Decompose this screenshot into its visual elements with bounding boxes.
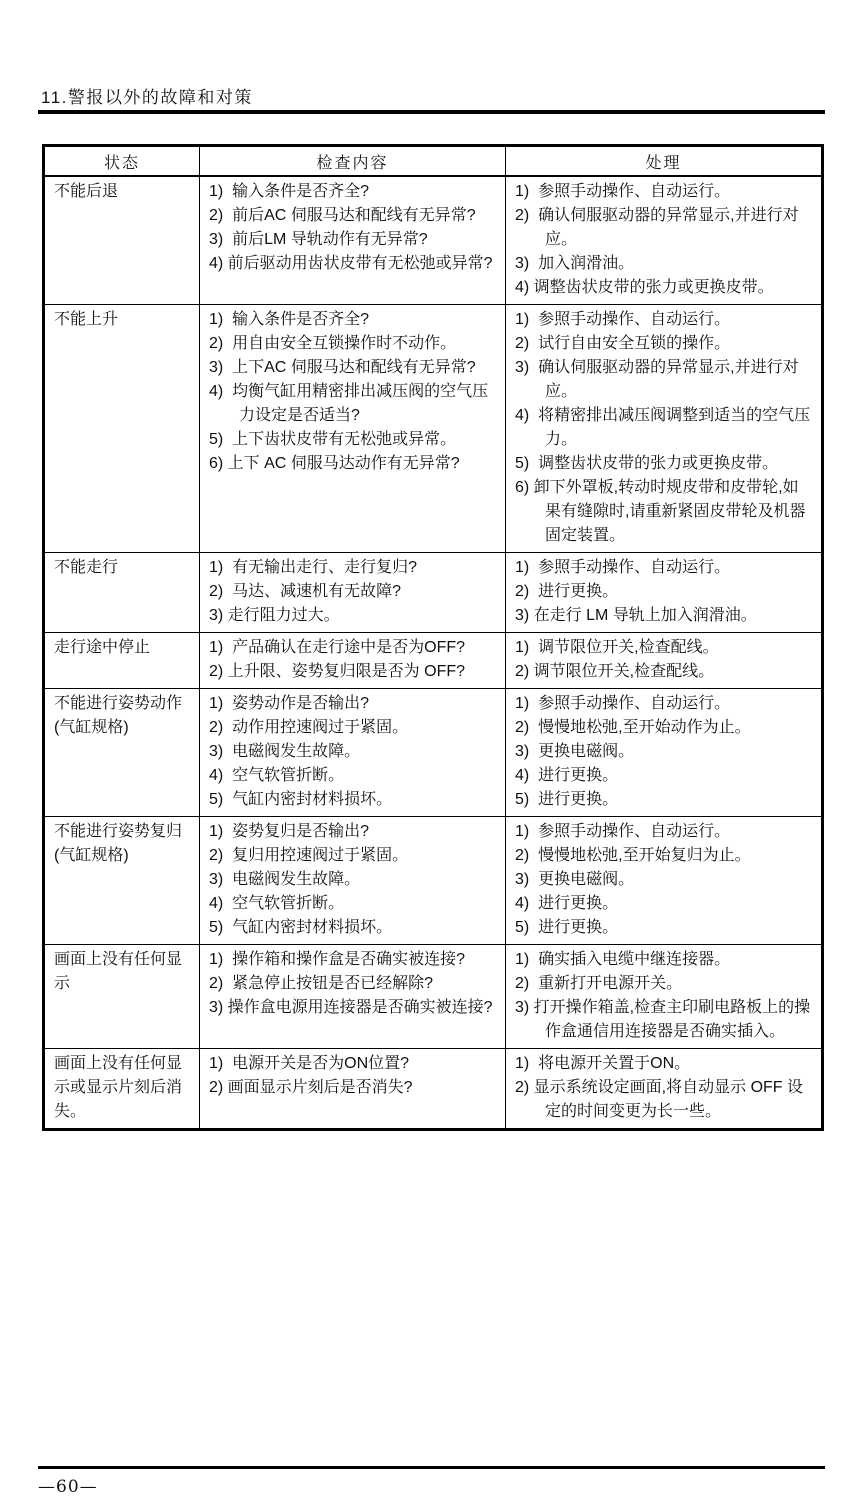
- actions-cell: [506, 633, 823, 689]
- check-item: 5) 气缸内密封材料损坏。: [209, 919, 393, 936]
- check-item: 3) 走行阻力过大。: [209, 607, 340, 624]
- action-item: 3) 加入润滑油。: [515, 255, 635, 272]
- action-item: 2) 确认伺服驱动器的异常显示,并进行对应。: [515, 207, 799, 248]
- check-item: 2) 马达、减速机有无故障?: [209, 583, 402, 600]
- page-title: 11.警报以外的故障和对策: [41, 88, 253, 107]
- table-row: [44, 817, 823, 945]
- table-row: [44, 305, 823, 553]
- check-item: 4) 空气软管折断。: [209, 895, 345, 912]
- check-item: 2) 上升限、姿势复归限是否为 OFF?: [209, 663, 466, 680]
- check-item: 1) 姿势动作是否输出?: [209, 695, 370, 712]
- check-item: 1) 输入条件是否齐全?: [209, 311, 370, 328]
- checks-cell: [200, 817, 506, 945]
- table-row: [44, 633, 823, 689]
- check-item: 3) 电磁阀发生故障。: [209, 743, 361, 760]
- check-item: 4) 均衡气缸用精密排出减压阀的空气压力设定是否适当?: [209, 383, 489, 424]
- action-item: 5) 调整齿状皮带的张力或更换皮带。: [515, 455, 779, 472]
- check-item: 3) 操作盒电源用连接器是否确实被连接?: [209, 999, 493, 1016]
- checks-cell: [200, 945, 506, 1049]
- checks-cell: [200, 176, 506, 305]
- actions-cell: [506, 305, 823, 553]
- table-header: [44, 146, 823, 177]
- action-item: 1) 确实插入电缆中继连接器。: [515, 951, 731, 968]
- actions-cell: [506, 176, 823, 305]
- status-cell: 不能后退: [44, 176, 200, 305]
- actions-cell: [506, 689, 823, 817]
- action-item: 5) 进行更换。: [515, 791, 619, 808]
- footer-rule: [38, 1466, 825, 1469]
- table-row: [44, 945, 823, 1049]
- action-item: 4) 调整齿状皮带的张力或更换皮带。: [515, 279, 774, 296]
- action-item: 4) 进行更换。: [515, 767, 619, 784]
- check-item: 3) 上下AC 伺服马达和配线有无异常?: [209, 359, 476, 376]
- action-item: 2) 显示系统设定画面,将自动显示 OFF 设定的时间变更为长一些。: [515, 1079, 804, 1120]
- action-item: 2) 慢慢地松弛,至开始动作为止。: [515, 719, 751, 736]
- actions-cell: [506, 1049, 823, 1130]
- column-header-checks: 检查内容: [200, 146, 506, 177]
- action-item: 2) 试行自由安全互锁的操作。: [515, 335, 731, 352]
- check-item: 4) 空气软管折断。: [209, 767, 345, 784]
- action-item: 2) 慢慢地松弛,至开始复归为止。: [515, 847, 751, 864]
- check-item: 2) 动作用控速阀过于紧固。: [209, 719, 409, 736]
- action-item: 1) 调节限位开关,检查配线。: [515, 639, 719, 656]
- action-item: 1) 将电源开关置于ON。: [515, 1055, 691, 1072]
- action-item: 6) 卸下外罩板,转动时规皮带和皮带轮,如果有缝隙时,请重新紧固皮带轮及机器固定装置。: [515, 479, 806, 544]
- check-item: 1) 有无输出走行、走行复归?: [209, 559, 418, 576]
- checks-cell: [200, 1049, 506, 1130]
- action-item: 1) 参照手动操作、自动运行。: [515, 183, 731, 200]
- action-item: 3) 确认伺服驱动器的异常显示,并进行对应。: [515, 359, 799, 400]
- action-item: 3) 打开操作箱盖,检查主印刷电路板上的操作盒通信用连接器是否确实插入。: [515, 999, 811, 1040]
- check-item: 5) 气缸内密封材料损坏。: [209, 791, 393, 808]
- check-item: 3) 前后LM 导轨动作有无异常?: [209, 231, 428, 248]
- status-cell: 不能走行: [44, 553, 200, 633]
- check-item: 2) 用自由安全互锁操作时不动作。: [209, 335, 457, 352]
- action-item: 4) 将精密排出减压阀调整到适当的空气压力。: [515, 407, 811, 448]
- table-row: [44, 553, 823, 633]
- action-item: 1) 参照手动操作、自动运行。: [515, 823, 731, 840]
- heading-rule: [38, 110, 825, 114]
- status-cell: 画面上没有任何显示: [44, 945, 200, 1049]
- check-item: 1) 姿势复归是否输出?: [209, 823, 370, 840]
- action-item: 2) 重新打开电源开关。: [515, 975, 683, 992]
- table-row: [44, 1049, 823, 1130]
- check-item: 5) 上下齿状皮带有无松弛或异常。: [209, 431, 457, 448]
- check-item: 1) 输入条件是否齐全?: [209, 183, 370, 200]
- check-item: 1) 电源开关是否为ON位置?: [209, 1055, 410, 1072]
- troubleshooting-table-container: [42, 144, 821, 1131]
- checks-cell: [200, 305, 506, 553]
- table-header-row: [44, 146, 823, 177]
- status-cell: 不能进行姿势复归(气缸规格): [44, 817, 200, 945]
- check-item: 2) 画面显示片刻后是否消失?: [209, 1079, 413, 1096]
- table-body: [44, 176, 823, 1130]
- action-item: 3) 更换电磁阀。: [515, 743, 635, 760]
- status-cell: 不能上升: [44, 305, 200, 553]
- check-item: 4) 前后驱动用齿状皮带有无松弛或异常?: [209, 255, 493, 272]
- column-header-status: 状态: [44, 146, 200, 177]
- status-cell: 不能进行姿势动作(气缸规格): [44, 689, 200, 817]
- action-item: 3) 更换电磁阀。: [515, 871, 635, 888]
- actions-cell: [506, 817, 823, 945]
- action-item: 1) 参照手动操作、自动运行。: [515, 695, 731, 712]
- status-cell: 画面上没有任何显示或显示片刻后消失。: [44, 1049, 200, 1130]
- check-item: 2) 复归用控速阀过于紧固。: [209, 847, 409, 864]
- action-item: 3) 在走行 LM 导轨上加入润滑油。: [515, 607, 757, 624]
- check-item: 3) 电磁阀发生故障。: [209, 871, 361, 888]
- column-header-actions: 处理: [506, 146, 823, 177]
- action-item: 1) 参照手动操作、自动运行。: [515, 559, 731, 576]
- action-item: 2) 进行更换。: [515, 583, 619, 600]
- check-item: 2) 紧急停止按钮是否已经解除?: [209, 975, 434, 992]
- action-item: 2) 调节限位开关,检查配线。: [515, 663, 715, 680]
- checks-cell: [200, 553, 506, 633]
- table-row: [44, 689, 823, 817]
- check-item: 1) 产品确认在走行途中是否为OFF?: [209, 639, 466, 656]
- action-item: 5) 进行更换。: [515, 919, 619, 936]
- check-item: 6) 上下 AC 伺服马达动作有无异常?: [209, 455, 460, 472]
- checks-cell: [200, 633, 506, 689]
- status-cell: 走行途中停止: [44, 633, 200, 689]
- check-item: 1) 操作箱和操作盒是否确实被连接?: [209, 951, 466, 968]
- action-item: 4) 进行更换。: [515, 895, 619, 912]
- checks-cell: [200, 689, 506, 817]
- page-number: —60—: [38, 1477, 98, 1497]
- table-row: [44, 176, 823, 305]
- action-item: 1) 参照手动操作、自动运行。: [515, 311, 731, 328]
- actions-cell: [506, 945, 823, 1049]
- check-item: 2) 前后AC 伺服马达和配线有无异常?: [209, 207, 476, 224]
- troubleshooting-table: [42, 144, 824, 1131]
- actions-cell: [506, 553, 823, 633]
